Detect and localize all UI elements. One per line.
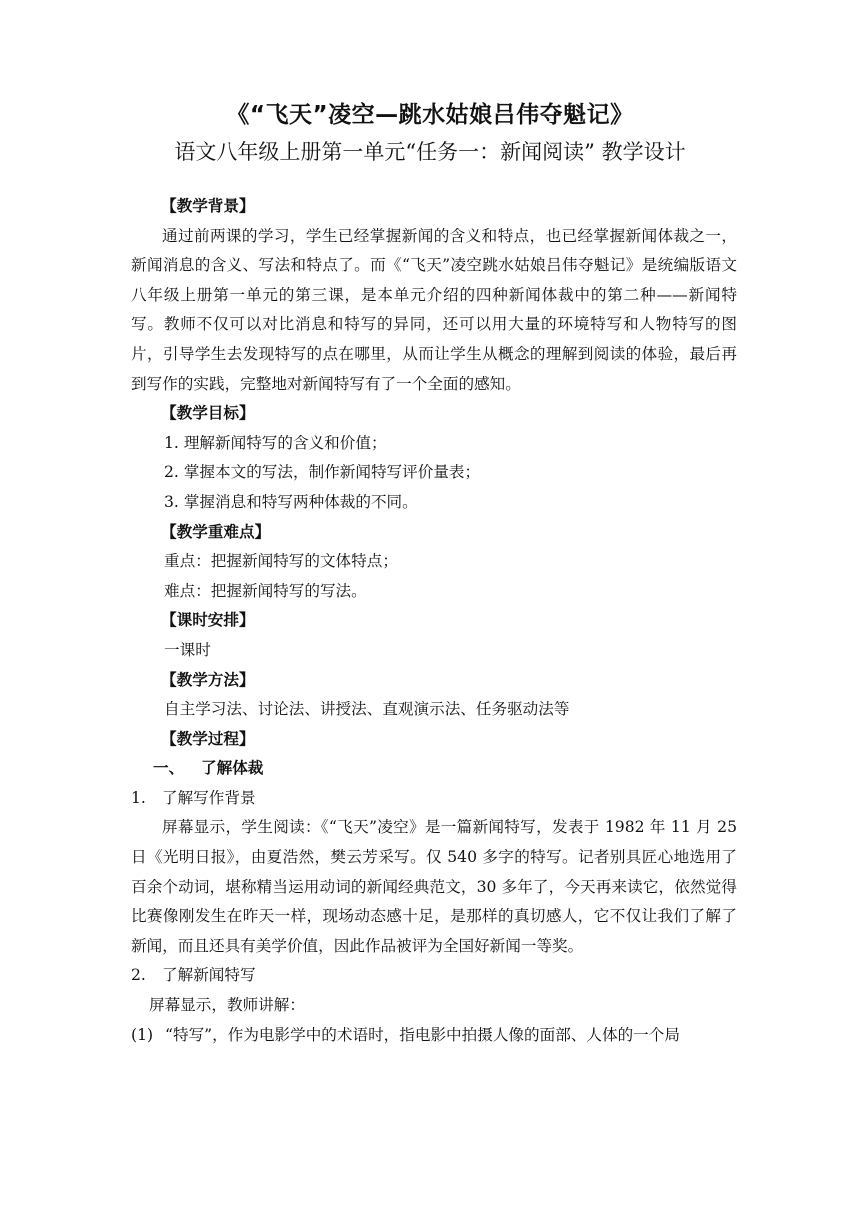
step-number: 2. bbox=[131, 966, 146, 985]
step-number: 1. bbox=[131, 788, 146, 807]
step-1-title bbox=[131, 784, 737, 814]
goal-item-1: 1. 理解新闻特写的含义和价值； bbox=[164, 433, 387, 452]
item-text: “特写”，作为电影学中的术语时，指电影中拍摄人像的面部、人体的一个局 bbox=[165, 1025, 680, 1044]
heading-schedule: 【课时安排】 bbox=[161, 611, 255, 630]
schedule-text: 一课时 bbox=[164, 640, 211, 659]
process-part-1 bbox=[131, 754, 737, 784]
heading-key-points: 【教学重难点】 bbox=[161, 522, 271, 541]
step-title: 了解新闻特写 bbox=[162, 966, 256, 985]
item-number: (1) bbox=[131, 1025, 154, 1044]
key-point-item-2: 难点：把握新闻特写的写法。 bbox=[164, 581, 367, 600]
heading-background: 【教学背景】 bbox=[161, 197, 255, 215]
document-body bbox=[131, 192, 737, 1050]
background-paragraph: 通过前两课的学习，学生已经掌握新闻的含义和特点，也已经掌握新闻体裁之一，新闻消息的含义、写法和特点了。而《“飞天”凌空跳水姑娘吕伟夺魁记》是统编版语文八年级上册第一单元的第三课，是本单元介绍的四种新闻体裁中的第二种——新闻特写。教师不仅可以对比消息和特写的异同，还可以用大量的环境特写和人物特写的图片，引导学生去发现特写的点在哪里，从而让学生从概念的理解到阅读的体验，最后再到写作的实践，完整地对新闻特写有了一个全面的感知。 bbox=[131, 226, 737, 393]
document-title: 《“飞天”凌空—跳水姑娘吕伟夺魁记》 bbox=[226, 102, 634, 128]
step-1-paragraph: 屏幕显示，学生阅读：《“飞天”凌空》是一篇新闻特写，发表于 1982 年 11 月 25 日《光明日报》，由夏浩然，樊云芳采写。仅 540 多字的特写。记者别具匠心地选用了百余个动词，堪称精当运用动词的新闻经典范文，30 多年了，今天再来读它，依然觉得比赛像刚发生在昨天一样，现场动态感十足，是那样的真切感人，它不仅让我们了解了新闻，而且还具有美学价值，因此作品被评为全国好新闻一等奖。 bbox=[131, 818, 737, 955]
goal-item-2: 2. 掌握本文的写法，制作新闻特写评价量表； bbox=[164, 463, 481, 482]
step-2-intro: 屏幕显示，教师讲解： bbox=[149, 996, 305, 1015]
step-title: 了解写作背景 bbox=[162, 788, 256, 807]
heading-process: 【教学过程】 bbox=[161, 729, 255, 748]
key-point-item-1: 重点：把握新闻特写的文体特点； bbox=[164, 552, 398, 571]
step-2-title bbox=[131, 961, 737, 991]
part-title: 了解体裁 bbox=[201, 759, 264, 778]
heading-goals: 【教学目标】 bbox=[161, 404, 255, 423]
document-subtitle: 语文八年级上册第一单元“任务一：新闻阅读” 教学设计 bbox=[174, 140, 686, 164]
step-2-item-1 bbox=[131, 1021, 737, 1051]
part-number: 一、 bbox=[153, 759, 185, 778]
methods-text: 自主学习法、讨论法、讲授法、直观演示法、任务驱动法等 bbox=[164, 700, 570, 719]
heading-methods: 【教学方法】 bbox=[161, 670, 255, 689]
goal-item-3: 3. 掌握消息和特写两种体裁的不同。 bbox=[164, 492, 418, 511]
